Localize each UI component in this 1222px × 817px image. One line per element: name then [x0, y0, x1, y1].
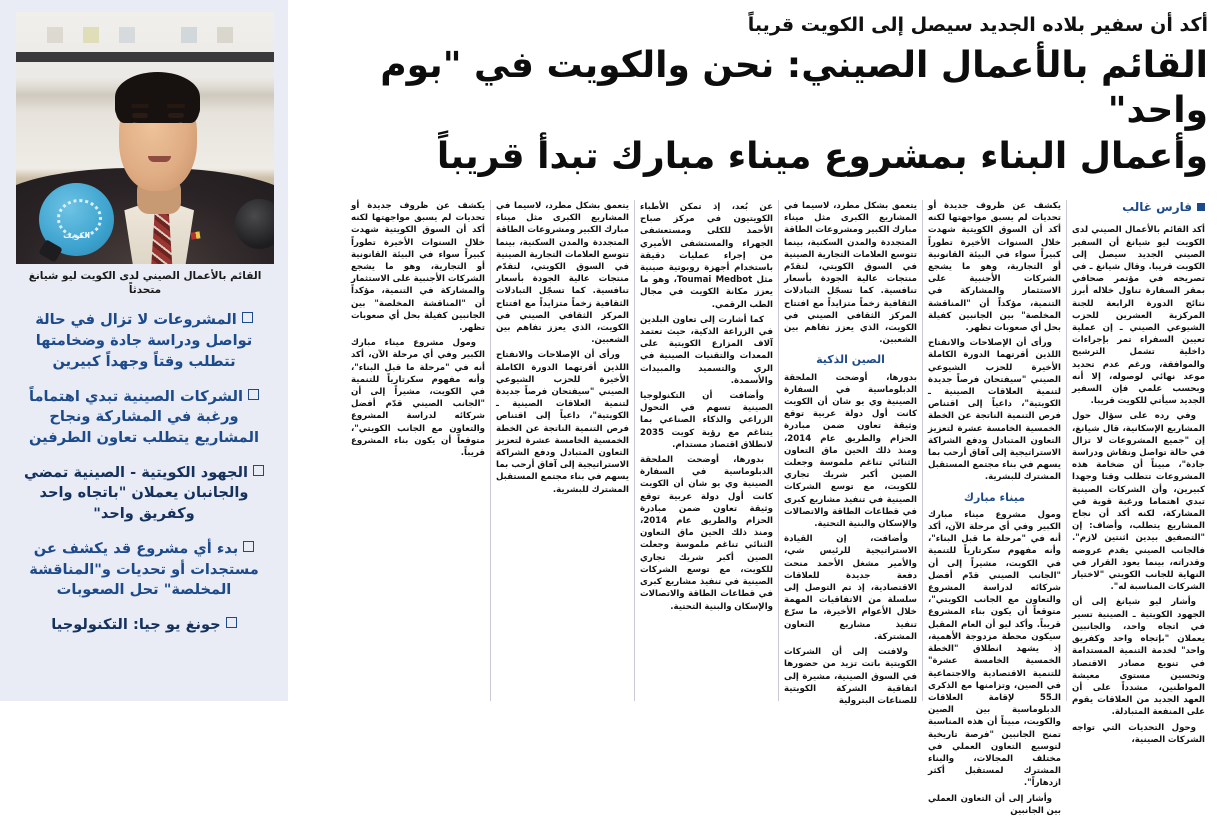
page-title [306, 43, 1208, 179]
paragraph: ورأى أن الإصلاحات والانفتاح اللذين أقرتهما الدورة الكاملة الأخيرة للحزب الشيوعي الصيني "سيفتحان فرصاً جديدة لتنمية العلاقات الصينية ـ الكويتية"، داعياً إلى اقتناص فرص التنمية الناتجة عن الخطة الخمسية الخامسة عشرة لتعزيز التعاون المتبادل ودفع الشراكة الاستراتيجية إلى آفاق أرحب بما يسهم في بناء مجتمع المستقبل المشترك للبشرية. [928, 338, 1061, 483]
list-item [16, 615, 272, 636]
paragraph [640, 200, 773, 311]
paragraph: ولافتت إلى أن الشركات الكويتية باتت تزيد من حضورها في السوق الصينية، مشيرة إلى اتفاقية الشركة الكويتية للصناعات البترولية [784, 647, 917, 706]
subject-eye [168, 113, 183, 119]
paragraph: ورأى أن الإصلاحات والانفتاح اللذين أقرتهما الدورة الكاملة الأخيرة للحزب الشيوعي الصيني "سيفتحان فرصاً جديدة لتنمية العلاقات الصينية ـ الكويتية"، داعياً إلى اقتناص فرص التنمية الناتجة عن الخطة الخمسية الخامسة عشرة لتعزيز التعاون المتبادل ودفع الشراكة الاستراتيجية إلى آفاق أرحب بما يسهم في بناء مجتمع المستقبل المشترك للبشرية. [496, 350, 629, 495]
microphone-channel-label: الكويت [63, 231, 91, 241]
headline-line-2: وأعمال البناء بمشروع ميناء مبارك تبدأ قريباً [436, 135, 1208, 177]
subject-eyebrow [131, 104, 149, 108]
backdrop-logo-icon [217, 27, 233, 43]
second-microphone-icon [235, 199, 274, 249]
article-photo [16, 12, 274, 264]
byline-author: فارس غالب [1122, 200, 1192, 214]
list-item-label: الشركات الصينية تبدي اهتماماً ورغبة في المشاركة ونجاح المشاريع يتطلب تعاون الطرفين [29, 387, 259, 446]
paragraph: وأضافت، إن القيادة الاستراتيجية للرئيس شي، والأمير مشغل الأحمد منحت دفعة جديدة للعلاقات الاقتصادية، إذ تم التوصل إلى سلسلة من الاتفاقيات المهمة خلال الأعوام الأخيرة، ما سرّع تنفيذ مشاريع التعاون المشتركة. [784, 534, 917, 642]
list-item [16, 539, 272, 601]
checkbox-square-icon [243, 541, 254, 552]
list-item [16, 463, 272, 525]
paragraph: يكشف عن ظروف جديدة أو تحديات لم يسبق مواجهتها لكنه أكد أن السوق الكويتية شهدت خلال السنوات الأخيرة تطوراً كبيراً سواء في البيئة القانونية أو التجارية، وهو ما يشجع الشركات الأجنبية على الاستثمار والمشاركة في التنمية، مؤكداً أن "المناقشة المخلصة" بين الجانبين كفيلة بحل أي صعوبات تظهر. [928, 201, 1061, 334]
paragraph: يتعمق بشكل مطرد، لاسيما في المشاريع الكبرى مثل ميناء مبارك الكبير ومشروعات الطاقة المتجددة والمدن السكنية، بينما تتوسع العلامات التجارية الصينية في السوق الكويتي، لتقدّم منتجات عالية الجودة بأسعار تنافسية. كما تسجّل التبادلات الثقافية زخماً متزايداً مع افتتاح المركز الثقافي الصيني في الكويت، الذي يعزز تفاهم بين الشعبين. [496, 201, 629, 346]
list-item-label: المشروعات لا تزال في حالة تواصل ودراسة جادة وضخامتها تتطلب وقتاً وجهداً كبيرين [35, 311, 253, 370]
paragraph: يتعمق بشكل مطرد، لاسيما في المشاريع الكبرى مثل ميناء مبارك الكبير ومشروعات الطاقة المتجددة والمدن السكنية، بينما تتوسع العلامات التجارية الصينية في السوق الكويتي، لتقدّم منتجات عالية الجودة بأسعار تنافسية. كما تسجّل التبادلات الثقافية زخماً متزايداً مع افتتاح المركز الثقافي الصيني في الكويت، الذي يعزز تفاهم بين الشعبين. [784, 201, 917, 346]
backdrop-logo-icon [47, 27, 63, 43]
paragraph: بدورها، أوضحت الملحقة الدبلوماسية في السفارة الصينية وي يو شان أن الكويت كانت أول دولة عربية توقع وثيقة تعاون ضمن مبادرة الحزام والطريق عام 2014، ومنذ ذلك الحين ماق التعاون الثنائي تناغم ملموسة وجعلت الصين أكبر شريك تجاري للكويت، مع توسع الشركات الصينية في تنفيذ مشاريع كبرى في قطاعات الطاقة والاتصالات والإسكان والبنية التحتية. [640, 455, 773, 612]
list-item [16, 310, 272, 372]
flag-lapel-pin-icon [191, 231, 201, 239]
photo-caption: القائم بالأعمال الصيني لدى الكويت ليو شيانغ متحدثاً [28, 270, 262, 297]
sidebar-panel [0, 0, 288, 701]
article-column-6 [346, 200, 490, 701]
byline [1072, 200, 1205, 214]
backdrop-logo-icon [83, 27, 99, 43]
subject-eye [132, 113, 147, 119]
paragraph: وأشار إلى أن التعاون العملي بين الجانبين [928, 793, 1061, 816]
paragraph: يكشف عن ظروف جديدة أو تحديات لم يسبق مواجهتها لكنه أكد أن السوق الكويتية شهدت خلال السنوات الأخيرة تطوراً كبيراً سواء في البيئة القانونية أو التجارية، وهو ما يشجع الشركات الأجنبية على الاستثمار والمشاركة في التنمية، مؤكداً أن "المناقشة المخلصة" بين الجانبين كفيلة بحل أي صعوبات تظهر. [351, 201, 485, 334]
article-column-5 [490, 200, 634, 701]
paragraph: ومول مشروع ميناء مبارك الكبير وفي أي مرحلة الآن، أكد أنه في "مرحلة ما قبل البناء"، وأنه مفهوم سكرتارياً للتنمية في الكويت، مشيراً إلى أن "الجانب الصيني قدّم أفضل شركائه لدراسة المشروع والتعاون مع الجانب الكويتي"، متوقعاً أن يكون بناء المشروع قريباً. وأكد ليو أن العام المقبل سيكون محطة مزدوجة الأهمية، إذ يشهد انطلاق "الخطة الخمسية الخامسة عشرة" للتنمية الاقتصادية والاجتماعية في الصين، وتزامنها مع الذكرى الـ55 لإقامة العلاقات الدبلوماسية بين الصين والكويت، مبيناً أن هذه المناسبة تمنح الجانبين "فرصة تاريخية لتوسيع التعاون العملي في مختلف المجالات، والبناء المشترك لمستقبل أكثر ازدهاراً". [928, 509, 1061, 789]
backdrop-logo-icon [181, 27, 197, 43]
paragraph: وأشار ليو شيانغ إلى أن الجهود الكويتية ـ الصينية تسير في اتجاه واحد، والجانبين يعملان "بإتجاه واحد وكفريق واحد" لخدمة التنمية المستدامة في تنويع مصادر الاقتصاد وتحسين مستوى معيشة المواطنين، مشدداً على أن العهد الجديد من العلاقات يقوم على المنفعة المتبادلة. [1072, 597, 1205, 718]
key-points-list [14, 310, 274, 635]
subject-eyebrow [167, 104, 185, 108]
list-item-label: بدء أي مشروع قد يكشف عن مستجدات أو تحديات و"المناقشة المخلصة" تحل الصعوبات [29, 539, 259, 599]
list-item [16, 387, 272, 449]
headline-block [288, 0, 1222, 179]
article-column-4 [634, 200, 778, 701]
article-column-2 [922, 200, 1066, 816]
microphone-icon [39, 183, 114, 256]
headline-line-1: القائم بالأعمال الصيني: نحن والكويت في "بوم واحد" [380, 44, 1208, 132]
article-body [288, 200, 1222, 816]
paragraph-text: عن بُعد، إذ تمكن الأطباء الكويتيون في مركز صباح الأحمد للكلى ومستعشفى الجهراء والمستشفى الأميري من إجراء عمليات دقيقة باستخدام أجهزة روبوتية صينية مثل Toumai Medbot، وهو ما يعزز مكانة الكويت في مجال الطب الرقمي. [640, 202, 773, 310]
checkbox-square-icon [253, 465, 264, 476]
paragraph: وأضافت أن التكنولوجيا الصينية تسهم في التحول الزراعي والذكاء الصناعي بما يتناغم مع رؤية كويت 2035 لانطلاق اقتصاد مستدام. [640, 391, 773, 450]
backdrop-logo-icon [119, 27, 135, 43]
kicker-text: أكد أن سفير بلاده الجديد سيصل إلى الكويت قريباً [747, 14, 1208, 36]
checkbox-square-icon [226, 617, 237, 628]
article-column-1 [1066, 200, 1210, 745]
photo-image [16, 12, 274, 264]
checkbox-square-icon [248, 389, 259, 400]
paragraph: بدورها، أوضحت الملحقة الدبلوماسية في السفارة الصينية وي يو شان أن الكويت كانت أول دولة عربية توقع وثيقة تعاون ضمن مبادرة الحزام والطريق عام 2014، ومنذ ذلك الحين ماق التعاون الثنائي تناغم ملموسة وجعلت الصين أكبر شريك تجاري للكويت، مع توسع الشركات الصينية في تنفيذ مشاريع كبرى في قطاعات الطاقة والاتصالات والإسكان والبنية التحتية. [784, 372, 917, 530]
paragraph: ومول مشروع ميناء مبارك الكبير وفي أي مرحلة الآن، أكد أنه في "مرحلة ما قبل البناء"، وأنه مفهوم سكرتارياً للتنمية في الكويت، مشيراً إلى أن "الجانب الصيني قدّم أفضل شركائه لدراسة المشروع والتعاون مع الجانب الكويتي"، متوقعاً أن يكون بناء المشروع قريباً. [351, 338, 485, 459]
paragraph: وفي رده على سؤال حول المشاريع الإسكانية، قال شيانغ، إن "جميع المشروعات لا تزال في حالة تواصل ونقاش ودراسة جادة"، مبيناً أن ضخامة هذه المشروعات تتطلب وقتا وجهدا كبيرين، وأن الشركات الصينية تبدي اهتماما ورغبة قوية في المشاركة، لكنه أكد أن نجاح المشاريع يتطلب، وأضاف: إن "التصفيق بيدين اثنتين لازم". فالجانب الصيني يقدم عروضه وقدراته، بينما يعود القرار في النهاية للجانب الكويتي "لاختيار الشركات المناسبة له". [1072, 411, 1205, 593]
byline-square-icon [1197, 203, 1205, 211]
list-item-label: الجهود الكويتية - الصينية تمضي والجانبان يعملان "باتجاه واحد وكفريق واحد" [23, 463, 249, 523]
subject-mouth [148, 156, 171, 162]
paragraph: أكد القائم بالأعمال الصيني لدى الكويت ليو شيانغ أن السفير الصيني الجديد سيصل إلى الكويت قريبا. وقال شيانغ ـ في تصريحه في مؤتمر صحافي بمقر السفارة تناول خلاله أبرز نتائج الدورة الرابعة للجنة المركزية العشرين للحزب الشيوعي الصيني ـ إن عملية تعيين السفراء تمر بإجراءات داخلية تشمل الترشيح والموافقة، ورغم عدم تحديد موعد نهائي لوصوله، إلا أنه وبحسب علمي فإن السفير الجديد سيأتي للكويت قريبا. [1072, 225, 1205, 407]
section-subheading-smart-china: الصين الذكية [816, 353, 885, 367]
paragraph: كما أشارت إلى تعاون البلدين في الزراعة الذكية، حيث تعتمد آلاف المزارع الكويتية على المعدات والتقنيات الصينية في الري والتسميد والمبيدات والأسمدة. [640, 314, 773, 386]
list-item-label: جونغ يو جيا: التكنولوجيا [51, 615, 221, 633]
checkbox-square-icon [242, 312, 253, 323]
article-column-3 [778, 200, 922, 706]
backdrop-band [16, 52, 274, 62]
section-subheading-mubarak-port: ميناء مبارك [963, 490, 1026, 504]
paragraph: وحول التحديات التي تواجه الشركات الصينية، [1072, 722, 1205, 745]
